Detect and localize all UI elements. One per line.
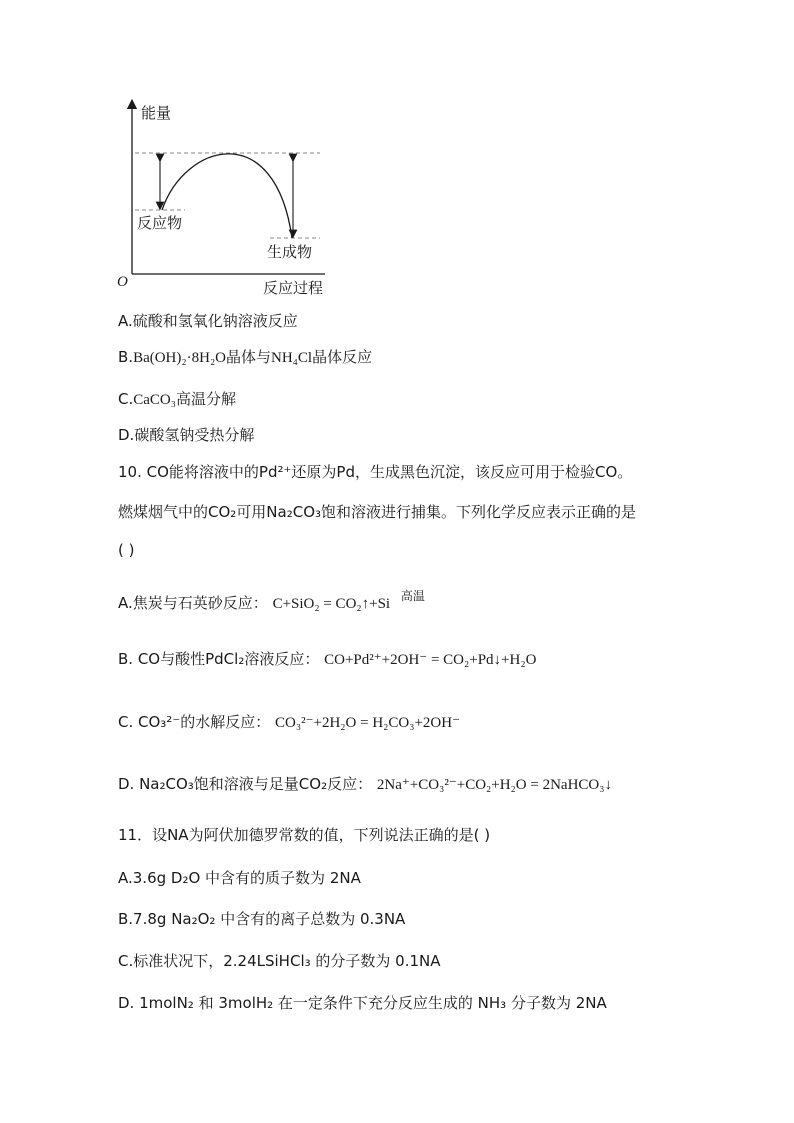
q10-answer-blank: ( ) [118, 541, 135, 559]
q10-line-1-text: CO能将溶液中的Pd²⁺还原为Pd，生成黑色沉淀，该反应可用于检验CO。 [146, 463, 633, 481]
q10-option-c [118, 712, 460, 733]
q9-option-a: A.硫酸和氢氧化钠溶液反应 [118, 312, 298, 330]
energy-diagram [115, 98, 355, 298]
q10-number: 10. [118, 463, 142, 481]
q9-c-prefix: C. [118, 390, 134, 408]
q10-option-a [118, 586, 425, 614]
q9-c-formula: CaCO₃ [133, 392, 176, 408]
q10-b-equation: CO+Pd²⁺+2OH⁻ = CO₂+Pd↓+H₂O [324, 652, 537, 668]
q10-c-label: C. CO₃²⁻的水解反应： [118, 713, 271, 731]
q10-c-equation: CO₃²⁻+2H₂O = H₂CO₃+2OH⁻ [275, 715, 460, 731]
q10-a-equation: C+SiO₂ = CO₂↑+Si [272, 596, 391, 612]
q11-stem: 11．设NA为阿伏加德罗常数的值，下列说法正确的是( ) [118, 826, 491, 844]
y-axis-label: 能量 [141, 104, 172, 122]
q10-stem-line-2: 燃煤烟气中的CO₂可用Na₂CO₃饱和溶液进行捕集。下列化学反应表示正确的是 [118, 503, 637, 521]
q9-option-c [118, 389, 236, 410]
origin-label: O [117, 274, 128, 290]
q11-option-a: A.3.6g D₂O 中含有的质子数为 2NA [118, 869, 361, 887]
q9-b-suffix: 晶体反应 [312, 348, 373, 366]
q10-d-equation: 2Na⁺+CO₃²⁻+CO₂+H₂O = 2NaHCO₃↓ [376, 777, 612, 793]
q9-option-d: D.碳酸氢钠受热分解 [118, 426, 255, 444]
product-label: 生成物 [267, 243, 313, 261]
q9-c-suffix: 高温分解 [175, 390, 236, 408]
reactant-label: 反应物 [137, 214, 183, 232]
q10-d-label: D. Na₂CO₃饱和溶液与足量CO₂反应： [118, 775, 373, 793]
q10-stem-line-1 [118, 462, 632, 482]
q9-b-mid: 晶体与 [226, 348, 272, 366]
q9-b-formula: Ba(OH)₂·8H₂O [133, 350, 226, 366]
q9-option-b [118, 347, 372, 368]
q10-b-label: B. CO与酸性PdCl₂溶液反应： [118, 650, 320, 668]
q9-b-prefix: B. [118, 348, 134, 366]
q11-option-b: B.7.8g Na₂O₂ 中含有的离子总数为 0.3NA [118, 910, 406, 928]
q10-a-condition: 高温 [400, 589, 425, 603]
q10-option-b [118, 649, 536, 670]
x-axis-label: 反应过程 [263, 279, 324, 297]
q11-option-c: C.标准状况下，2.24LSiHCl₃ 的分子数为 0.1NA [118, 952, 441, 970]
q11-option-d: D. 1molN₂ 和 3molH₂ 在一定条件下充分反应生成的 NH₃ 分子数为 2NA [118, 994, 607, 1012]
q10-option-d [118, 774, 612, 795]
q10-a-label: A.焦炭与石英砂反应： [118, 594, 268, 612]
q9-b-salt: NH₄Cl [271, 350, 313, 366]
